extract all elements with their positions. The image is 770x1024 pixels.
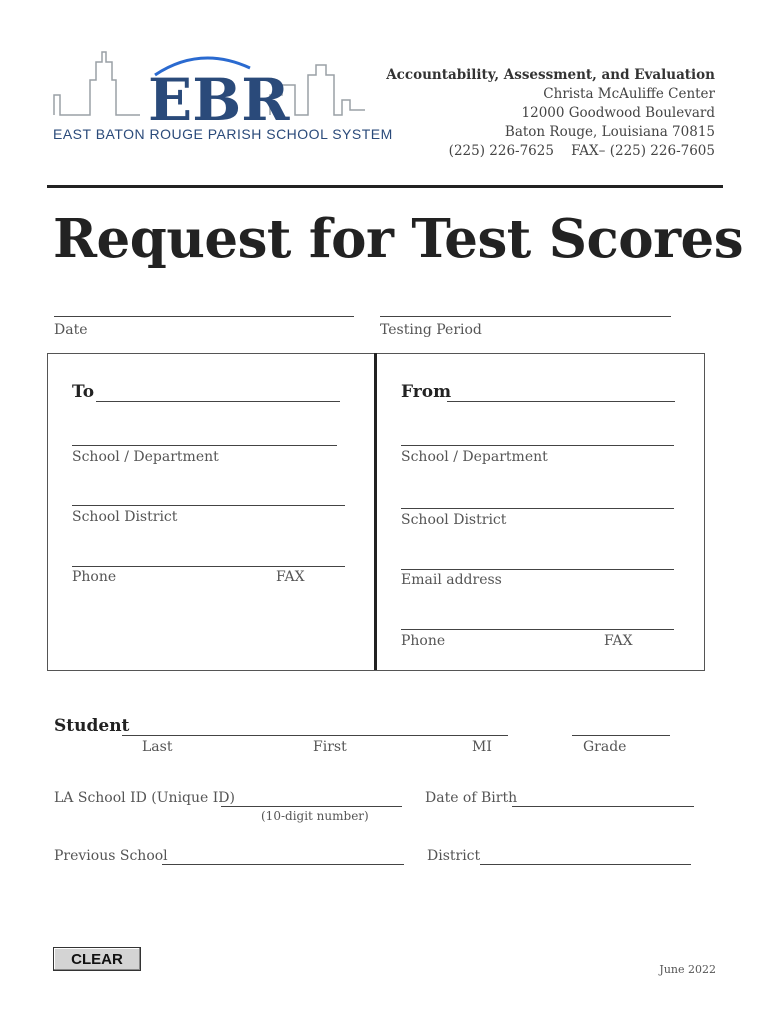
to-school-district-field[interactable] [72,505,345,506]
header-rule [47,185,723,188]
district-field[interactable] [480,864,691,865]
first-name-label: First [313,739,347,755]
from-school-district-field[interactable] [401,508,674,509]
street-address: 12000 Goodwood Boulevard [521,105,715,121]
from-phone-label: Phone [401,633,446,649]
from-email-field[interactable] [401,569,674,570]
grade-field[interactable] [572,735,670,736]
logo-subtitle: EAST BATON ROUGE PARISH SCHOOL SYSTEM [53,126,393,142]
from-heading: From [401,382,452,402]
from-field[interactable] [447,401,675,402]
to-phone-fax-field[interactable] [72,566,345,567]
from-fax-label: FAX [604,633,633,649]
skyline-logo-icon [50,50,370,130]
student-name-field[interactable] [122,735,508,736]
address-block [386,66,715,161]
district-label: District [427,848,481,864]
middle-initial-label: MI [472,739,492,755]
to-school-department-field[interactable] [72,445,337,446]
box-divider [374,353,377,670]
grade-label: Grade [583,739,627,755]
previous-school-label: Previous School [54,848,168,864]
department-name: Accountability, Assessment, and Evaluation [386,67,715,83]
to-heading: To [72,382,95,402]
date-field[interactable] [54,316,354,317]
from-school-department-field[interactable] [401,445,674,446]
from-phone-fax-field[interactable] [401,629,674,630]
to-school-department-label: School / Department [72,449,219,465]
school-id-hint: (10-digit number) [261,809,369,823]
phone-fax: (225) 226-7625 FAX– (225) 226-7605 [448,143,715,159]
previous-school-field[interactable] [162,864,404,865]
to-phone-label: Phone [72,569,117,585]
dob-label: Date of Birth [425,790,518,806]
to-fax-label: FAX [276,569,305,585]
from-email-label: Email address [401,572,502,588]
testing-period-field[interactable] [380,316,671,317]
la-school-id-label: LA School ID (Unique ID) [54,790,235,806]
student-heading: Student [54,716,130,736]
page-title: Request for Test Scores [53,208,744,270]
footer-date: June 2022 [659,963,716,976]
la-school-id-field[interactable] [221,806,402,807]
svg-text:EBR: EBR [148,66,290,130]
last-name-label: Last [142,739,173,755]
clear-button[interactable]: CLEAR [53,947,141,971]
center-name: Christa McAuliffe Center [543,86,715,102]
from-school-district-label: School District [401,512,507,528]
testing-period-label: Testing Period [380,322,482,338]
from-school-department-label: School / Department [401,449,548,465]
to-field[interactable] [96,401,340,402]
dob-field[interactable] [512,806,694,807]
date-label: Date [54,322,88,338]
to-school-district-label: School District [72,509,178,525]
city-state-zip: Baton Rouge, Louisiana 70815 [504,124,715,140]
